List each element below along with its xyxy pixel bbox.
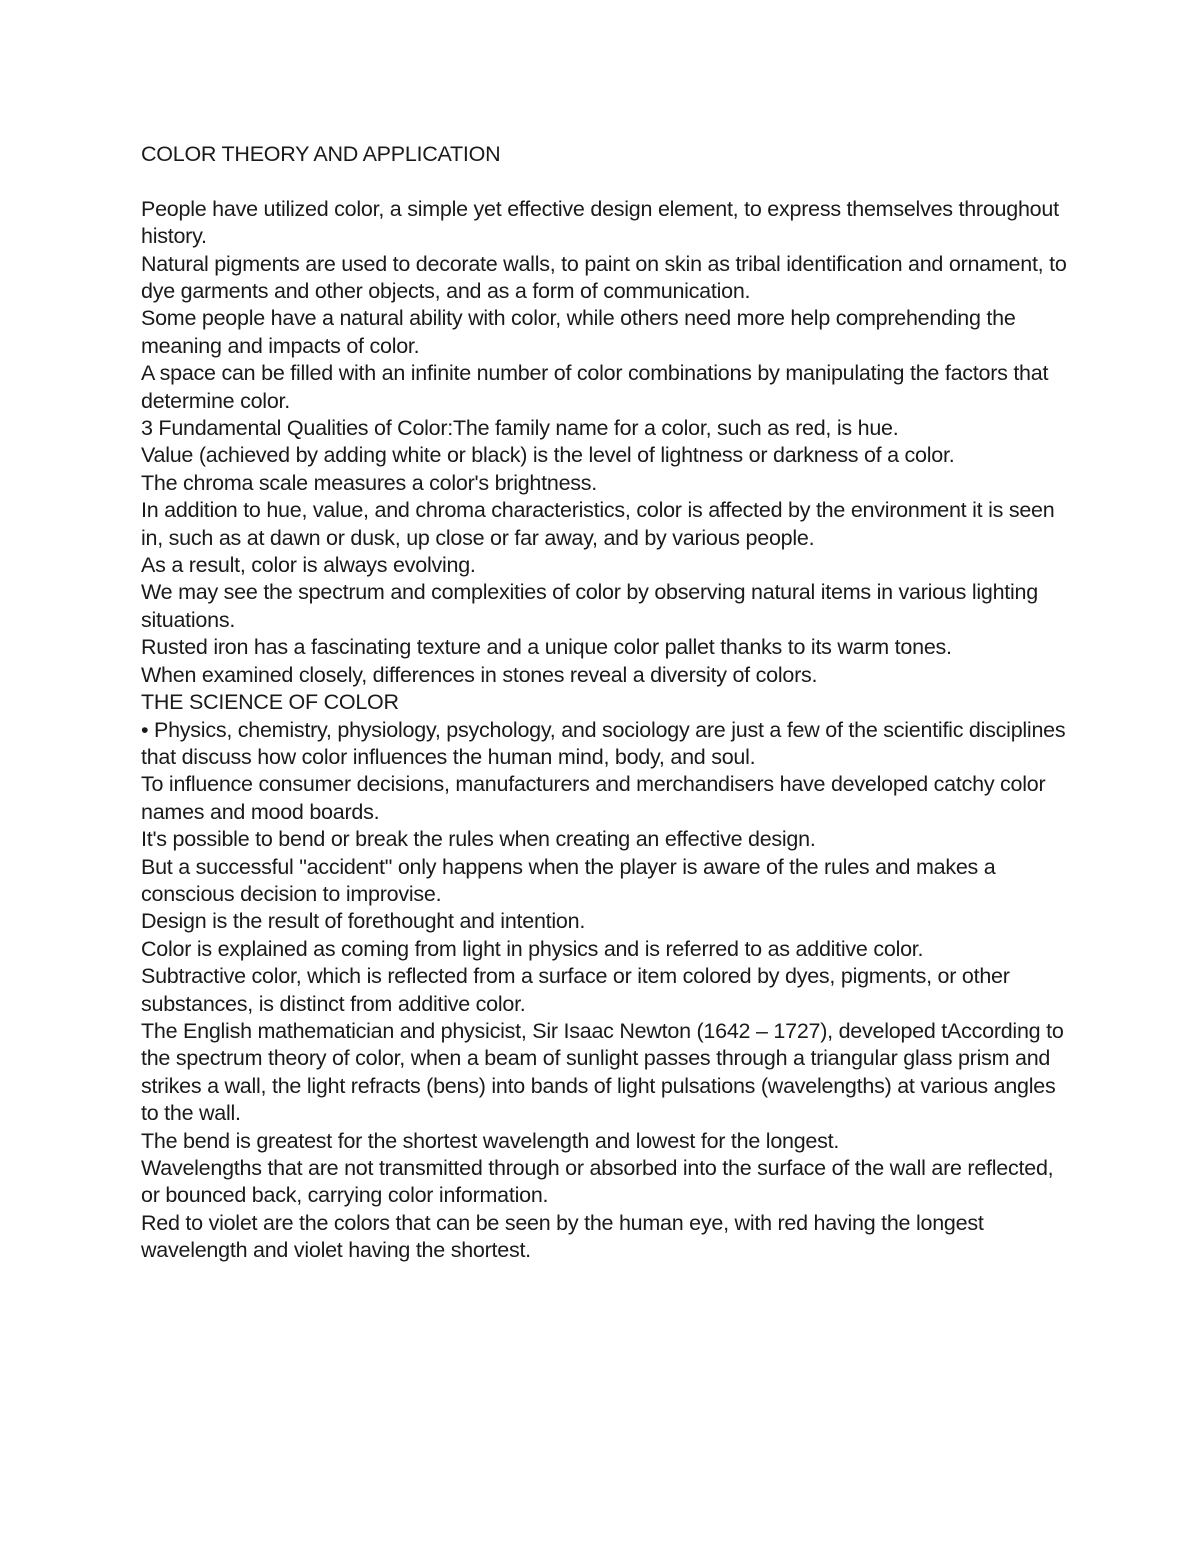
document-title: COLOR THEORY AND APPLICATION	[141, 142, 501, 166]
bullet-item: • Physics, chemistry, physiology, psychology, and sociology are just a few of the scientific disciplines that discuss how color influences the human mind, body, and soul.	[141, 717, 1066, 769]
paragraph: Design is the result of forethought and intention.	[141, 909, 586, 934]
paragraph: People have utilized color, a simple yet effective design element, to express themselves throughout history.	[141, 196, 1059, 249]
paragraph: Some people have a natural ability with color, while others need more help comprehending the meaning and impacts of color.	[141, 306, 1016, 358]
paragraph: Color is explained as coming from light in physics and is referred to as additive color.	[141, 936, 924, 961]
paragraph: A space can be filled with an infinite number of color combinations by manipulating the factors that determine color.	[141, 361, 1049, 413]
paragraph: Natural pigments are used to decorate walls, to paint on skin as tribal identification and ornament, to dye garments and other objects, and as a form of communication.	[141, 251, 1067, 304]
paragraph: The bend is greatest for the shortest wavelength and lowest for the longest.	[141, 1128, 840, 1153]
paragraph: 3 Fundamental Qualities of Color:The family name for a color, such as red, is hue.	[141, 416, 899, 441]
paragraph: We may see the spectrum and complexities of color by observing natural items in various lighting situations.	[141, 580, 1038, 632]
paragraph: In addition to hue, value, and chroma characteristics, color is affected by the environment it is seen in, such as at dawn or dusk, up close or far away, and by various people.	[141, 498, 1055, 550]
paragraph: The chroma scale measures a color's brightness.	[141, 470, 598, 495]
paragraph: When examined closely, differences in stones reveal a diversity of colors.	[141, 662, 818, 687]
paragraph: The English mathematician and physicist, Sir Isaac Newton (1642 – 1727), developed tAccording to the spectrum theory of color, when a beam of sunlight passes through a triangular glass prism and strikes a wall, the light refracts (bens) into bands of light pulsations (wavelengths) at various angles to the wall.	[141, 1018, 1064, 1126]
paragraph: Subtractive color, which is reflected from a surface or item colored by dyes, pigments, or other substances, is distinct from additive color.	[141, 964, 1010, 1016]
section-heading: THE SCIENCE OF COLOR	[141, 690, 399, 715]
paragraph: Value (achieved by adding white or black) is the level of lightness or darkness of a color.	[141, 443, 955, 468]
document-body	[141, 141, 1071, 1265]
paragraph: As a result, color is always evolving.	[141, 553, 476, 578]
paragraph: It's possible to bend or break the rules when creating an effective design.	[141, 827, 816, 852]
paragraph: To influence consumer decisions, manufacturers and merchandisers have developed catchy color names and mood boards.	[141, 772, 1046, 824]
paragraph: But a successful "accident" only happens when the player is aware of the rules and makes a conscious decision to improvise.	[141, 854, 996, 906]
paragraph: Rusted iron has a fascinating texture and a unique color pallet thanks to its warm tones.	[141, 635, 952, 660]
paragraph: Red to violet are the colors that can be seen by the human eye, with red having the longest wavelength and violet having the shortest.	[141, 1210, 984, 1263]
paragraph: Wavelengths that are not transmitted through or absorbed into the surface of the wall are reflected, or bounced back, carrying color information.	[141, 1156, 1054, 1208]
